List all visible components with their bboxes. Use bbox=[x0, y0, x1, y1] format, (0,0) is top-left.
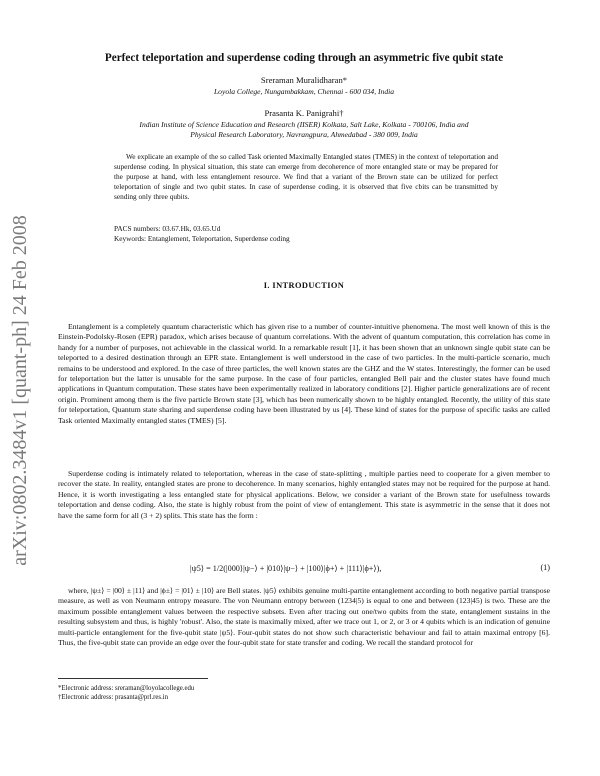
arxiv-identifier bbox=[2, 175, 38, 605]
equation-coefficient: 1/2 bbox=[212, 564, 224, 573]
equation-body bbox=[190, 563, 381, 573]
paragraph-2: Superdense coding is intimately related to teleportation, whereas in the case of state-splitting , multiple parties need to cooperate for a given member to recover the state. In reality, entangled states are prone to decoherence. In many scenarios, highly entangled states may not be required for the purpose at hand. Hence, it is worth investigating a less entangled state for physical applications. Below, we consider a variant of the Brown state for usefulness towards teleportation and dense coding. Also, the state is highly robust from the point of view of entanglement. This state is asymmetric in the sense that it does not have the same form for all (3 + 2) splits. This state has the form : bbox=[58, 469, 550, 520]
footnote-1: *Electronic address: sreraman@loyolacollege.edu bbox=[58, 685, 195, 692]
author-affiliation-2-line-1: Indian Institute of Science Education and Research (IISER) Kolkata, Salt Lake, Kolkata - 700106, India and bbox=[139, 120, 469, 129]
author-affiliation-1: Loyola College, Nungambakkam, Chennai - 600 034, India bbox=[213, 87, 395, 96]
section-heading-introduction: I. INTRODUCTION bbox=[263, 281, 345, 290]
abstract: We explicate an example of the so called Task oriented Maximally Entangled states (TMES) in the context of teleportation and superdense coding. In physical situation, this state can emerge from decoherence of more entangled state or may be prepared for the purpose at hand, with less entanglement resource. We find that a variant of the Brown state can be utilized for perfect teleportation of single and two qubit states. In case of superdense coding, it is observed that five cbits can be transmitted by sending only three qubits. bbox=[114, 152, 498, 202]
footnote-2: †Electronic address: prasanta@prl.res.in bbox=[58, 694, 169, 701]
paper-title: Perfect teleportation and superdense coding through an asymmetric five qubit state bbox=[104, 52, 504, 64]
equation-lhs: |ψ5⟩ = bbox=[190, 564, 211, 573]
equation-number: (1) bbox=[540, 563, 550, 572]
equation-rhs: (|000⟩|ψ−⟩ + |010⟩|ψ−⟩ + |100⟩|ϕ+⟩ + |111⟩|ϕ+⟩), bbox=[223, 564, 382, 573]
author-affiliation-2-line-2: Physical Research Laboratory, Navrangpura, Ahmedabad - 380 009, India bbox=[190, 130, 418, 139]
paragraph-3: where, |ψ±⟩ = |00⟩ ± |11⟩ and |ϕ±⟩ = |01⟩ ± |10⟩ are Bell states. |ψ5⟩ exhibits genuine multi-partite entanglement according to both negative partial transpose measure, as well as von Neumann entropy measure. The von Neumann entropy between (1234|5) is equal to one and between (123|45) is two. These are the maximum possible entanglement values between the respective subsets. Even after tracing out one/two qubits from the state, entanglement sustains in the resulting subsystem and thus, is highly 'robust'. Also, the state is maximally mixed, after we trace out 1, or 2, or 3 or 4 qubits which is an indication of genuine multi-particle entanglement for the five-qubit state |ψ5⟩. Four-qubit states do not show such characteristic behaviour and fail to attain maximal entropy [6]. Thus, the five-qubit state can provide an edge over the four-qubit state for state transfer and coding. We recall the standard protocol for bbox=[58, 586, 550, 648]
pacs-numbers: PACS numbers: 03.67.Hk, 03.65.Ud bbox=[114, 224, 221, 233]
paragraph-1: Entanglement is a completely quantum characteristic which has given rise to a number of counter-intuitive phenomena. The most well known of this is the Einstein-Podolsky-Rosen (EPR) paradox, which arises because of quantum correlations. With the advent of quantum computation, this correlation has come in handy for a number of purposes, not achievable in the classical world. In a remarkable result [1], it has been shown that an unknown single qubit state can be teleported to a desired destination through an EPR state. Entanglement is well understood in the case of two particles. In the multi-particle scenario, much remains to be understood and explored. In the case of three particles, the well known states are the GHZ and the W states. Interestingly, the former can be used for teleportation but the latter is unusable for the same purpose. In the case of four particles, entangled Bell pair and the cluster states have found much applications in Quantum computation. These states have been experimentally realized in laboratory conditions [2]. Higher particle generalizations are of recent origin. Prominent among them is the five particle Brown state [3], which has been numerically shown to be highly entangled. Recently, the utility of this state for teleportation, Quantum state sharing and superdense coding have been illustrated by us [4]. These kind of states for the purpose of specific tasks are called Task oriented Maximally entangled states (TMES) [5]. bbox=[58, 322, 550, 425]
keywords: Keywords: Entanglement, Teleportation, Superdense coding bbox=[114, 234, 290, 243]
footnote-rule bbox=[58, 678, 208, 679]
arxiv-identifier-text: arXiv:0802.3484v1 [quant-ph] 24 Feb 2008 bbox=[8, 214, 31, 566]
author-name-2: Prasanta K. Panigrahi† bbox=[264, 108, 344, 118]
equation-1 bbox=[58, 561, 550, 579]
author-name-1: Sreraman Muralidharan* bbox=[260, 75, 348, 85]
pacs-block bbox=[114, 224, 498, 244]
